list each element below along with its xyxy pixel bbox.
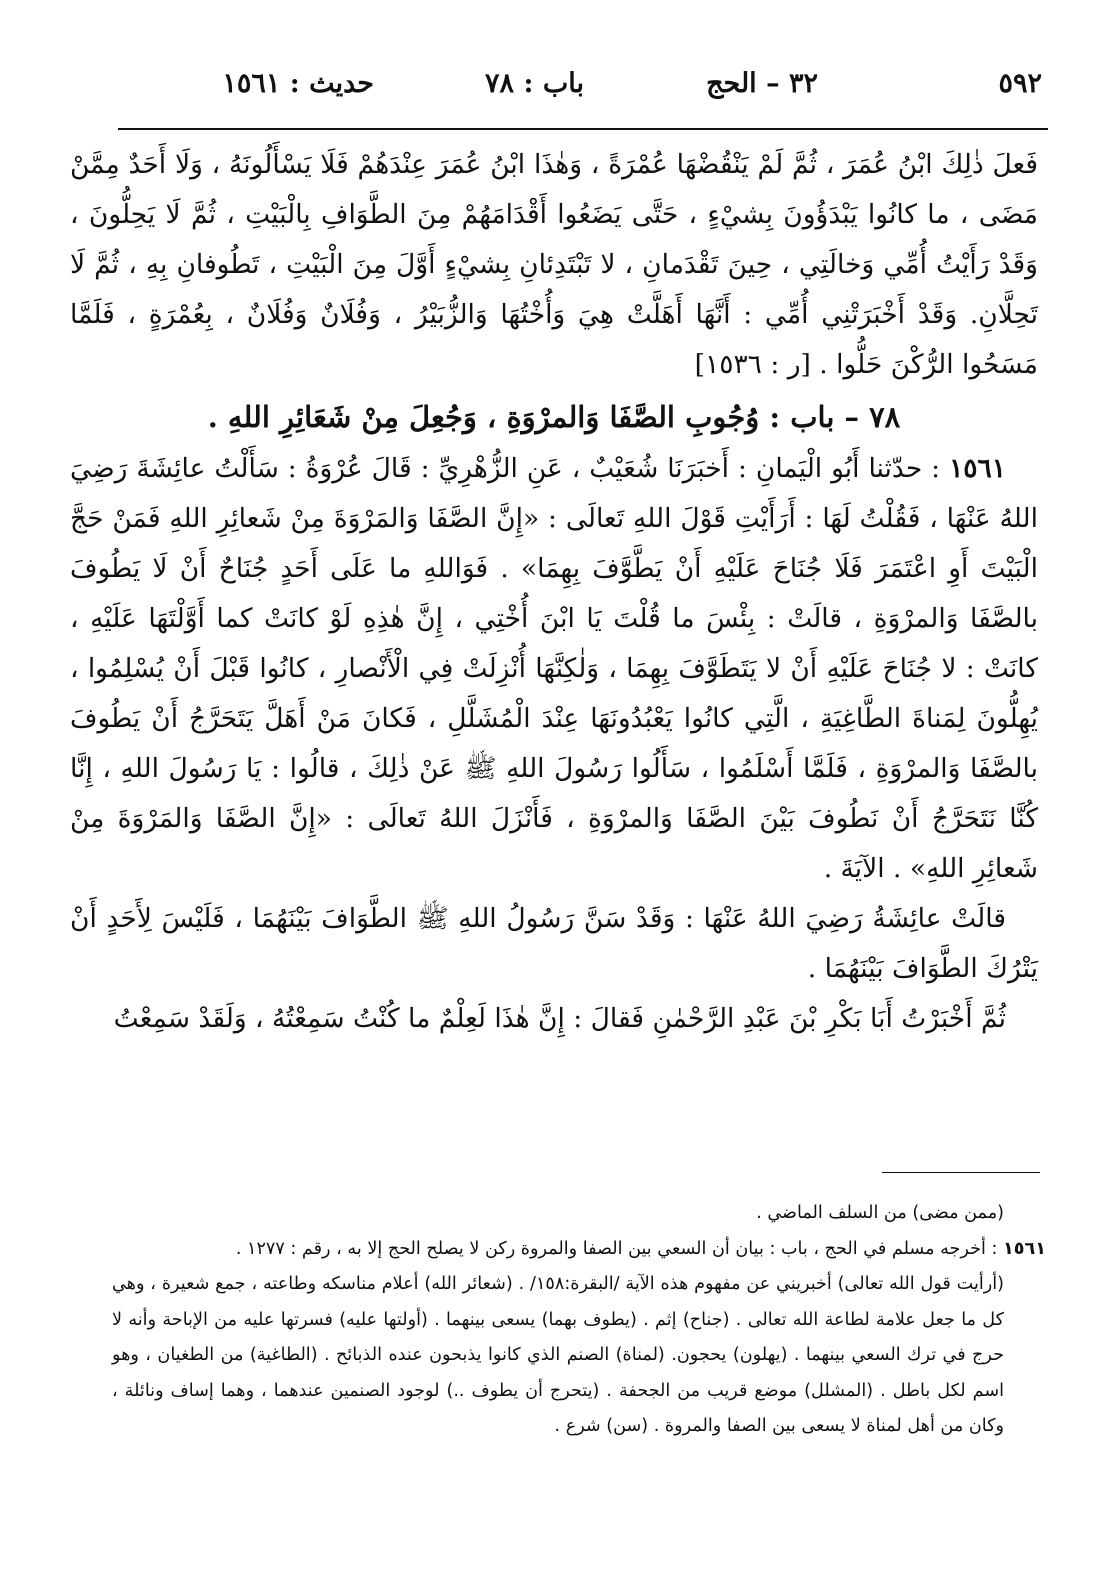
page-number: ٥٩٢ [998,68,1042,99]
paragraph-aisha: قالَتْ عائِشَةُ رَضِيَ اللهُ عَنْهَا : وَقَدْ سَنَّ رَسُولُ اللهِ ﷺ الطَّوَافَ بَيْنَهُمَا ، فَلَيْسَ لِأَحَدٍ أَنْ يَتْرُكَ الطَّوَافَ بَيْنَهُمَا . [70,903,1038,984]
running-header [118,68,1050,112]
paragraph-continuation: فَعلَ ذٰلِكَ ابْنُ عُمَرَ ، ثُمَّ لَمْ يَنْقُضْهَا عُمْرَةً ، وَهٰذَا ابْنُ عُمَرَ عِنْدَهُمْ فَلَا يَسْأَلُونَهُ ، وَلَا أَحَدٌ مِمَّنْ مَضَى ، ما كانُوا يَبْدَؤُونَ بِشيْءٍ ، حَتَّى يَضَعُوا أَقْدَامَهُمْ مِنَ الطَّوَافِ بِالْبَيْتِ ، ثُمَّ لَا يَحِلُّونَ ، وَقَدْ رَأَيْتُ أُمِّي وَخالَتِي ، حِينَ تَقْدَمانِ ، لا تَبْتَدِئانِ بِشيْءٍ أَوَّلَ مِنَ الْبَيْتِ ، تَطُوفانِ بِهِ ، ثُمَّ لَا تَحِلَّانِ. وَقَدْ أَخْبَرَتْنِي أُمِّي : أَنَّهَا أَهَلَّتْ هِيَ وَأُخْتُهَا وَالزُّبَيْرُ ، وَفُلَانٌ وَفُلَانٌ ، بِعُمْرَةٍ ، فَلَمَّا مَسَحُوا الرُّكْنَ حَلُّوا . [ر : ١٥٣٦] [70,149,1038,380]
hadith-number-label: ١٥٦١ [949,453,1006,484]
chapter-title: ٣٢ – الحج [706,68,818,99]
hadith-paragraph [70,444,1038,894]
footnote-2 [112,1232,1046,1268]
hadith-text: : حدّثنا أَبُو الْيَمانِ : أَخبَرَنَا شُعَيْبٌ ، عَنِ الزُّهْرِيِّ : قَالَ عُرْوَةُ : سَأَلْتُ عائِشَةَ رَضِيَ اللهُ عَنْهَا ، فَقُلْتُ لَهَا : أَرَأَيْتِ قَوْلَ اللهِ تَعالَى : «إِنَّ الصَّفَا وَالمَرْوَةَ مِنْ شَعائِرِ اللهِ فَمَنْ حَجَّ الْبَيْتَ أَوِ اعْتَمَرَ فَلَا جُنَاحَ عَلَيْهِ أَنْ يَطَّوَّفَ بِهِمَا» . فَوَاللهِ ما عَلَى أَحَدٍ جُنَاحٌ أَنْ لَا يَطُوفَ بالصَّفَا وَالمرْوَةِ ، قالَتْ : بِئْسَ ما قُلْتَ يَا ابْنَ أُخْتِي ، إِنَّ هٰذِهِ لَوْ كانَتْ كما أَوَّلْتَهَا عَلَيْهِ ، كانَتْ : لا جُنَاحَ عَلَيْهِ أَنْ لا يَتَطَوَّفَ بِهِمَا ، وَلٰكِنَّهَا أُنْزِلَتْ فِي الْأَنْصارِ ، كانُوا قَبْلَ أَنْ يُسْلِمُوا ، يُهِلُّونَ لِمَناةَ الطَّاغِيَةِ ، الَّتِي كانُوا يَعْبُدُونَهَا عِنْدَ الْمُشَلَّلِ ، فَكانَ مَنْ أَهَلَّ يَتَحَرَّجُ أَنْ يَطُوفَ بالصَّفَا وَالمرْوَةِ ، فَلَمَّا أَسْلَمُوا ، سَأَلُوا رَسُولَ اللهِ ﷺ عَنْ ذٰلِكَ ، قالُوا : يَا رَسُولَ اللهِ ، إِنَّا كُنَّا نَتَحَرَّجُ أَنْ نَطُوفَ بَيْنَ الصَّفَا وَالمرْوَةِ ، فَأَنْزَلَ اللهُ تَعالَى : «إِنَّ الصَّفَا وَالمَرْوَةَ مِنْ شَعائِرِ اللهِ» . الآيَةَ . [70,453,1038,884]
paragraph-abu-bakr: ثُمَّ أَخْبَرْتُ أَبَا بَكْرِ بْنَ عَبْدِ الرَّحْمٰنِ فَقالَ : إِنَّ هٰذَا لَعِلْمٌ ما كُنْتُ سَمِعْتُهُ ، وَلَقَدْ سَمِعْتُ [113,1003,1006,1034]
footnote-3: (أرأيت قول الله تعالى) أخبريني عن مفهوم هذه الآية /البقرة:١٥٨/ . (شعائر الله) أعلام مناسكه وطاعته ، جمع شعيرة ، وهي كل ما جعل علامة لطاعة الله تعالى . (جناح) إثم . (يطوف بهما) يسعى بينهما . (أولتها عليه) فسرتها عليه من الإباحة وأنه لا حرج في ترك السعي بينهما . (يهلون) يحجون. (لمناة) الصنم الذي كانوا يذبحون عنده الذبائح . (الطاغية) من الطغيان ، وهو اسم لكل باطل . (المشلل) موضع قريب من الجحفة . (يتحرج أن يطوف ..) لوجود الصنمين عندهما ، وهما إساف ونائلة ، وكان من أهل لمناة لا يسعى بين الصفا والمروة . (سن) شرع . [112,1274,1004,1436]
footnotes [112,1196,1046,1445]
footnote-1: (ممن مضى) من السلف الماضي . [756,1203,1004,1223]
bab-number: باب : ٧٨ [485,68,584,99]
footnote-divider [882,1172,1040,1173]
footnote-2-text: : أخرجه مسلم في الحج ، باب : بيان أن السعي بين الصفا والمروة ركن لا يصلح الحج إلا به ، رقم : ١٢٧٧ . [235,1238,1004,1259]
main-text [70,140,1038,1044]
header-divider [118,128,1048,130]
bab-heading: ٧٨ – باب : وُجُوبِ الصَّفَا وَالمرْوَةِ ، وَجُعِلَ مِنْ شَعَائِرِ اللهِ . [207,400,901,434]
footnote-hadith-number: ١٥٦١ [1003,1238,1046,1259]
hadith-number: حديث : ١٥٦١ [222,68,374,99]
